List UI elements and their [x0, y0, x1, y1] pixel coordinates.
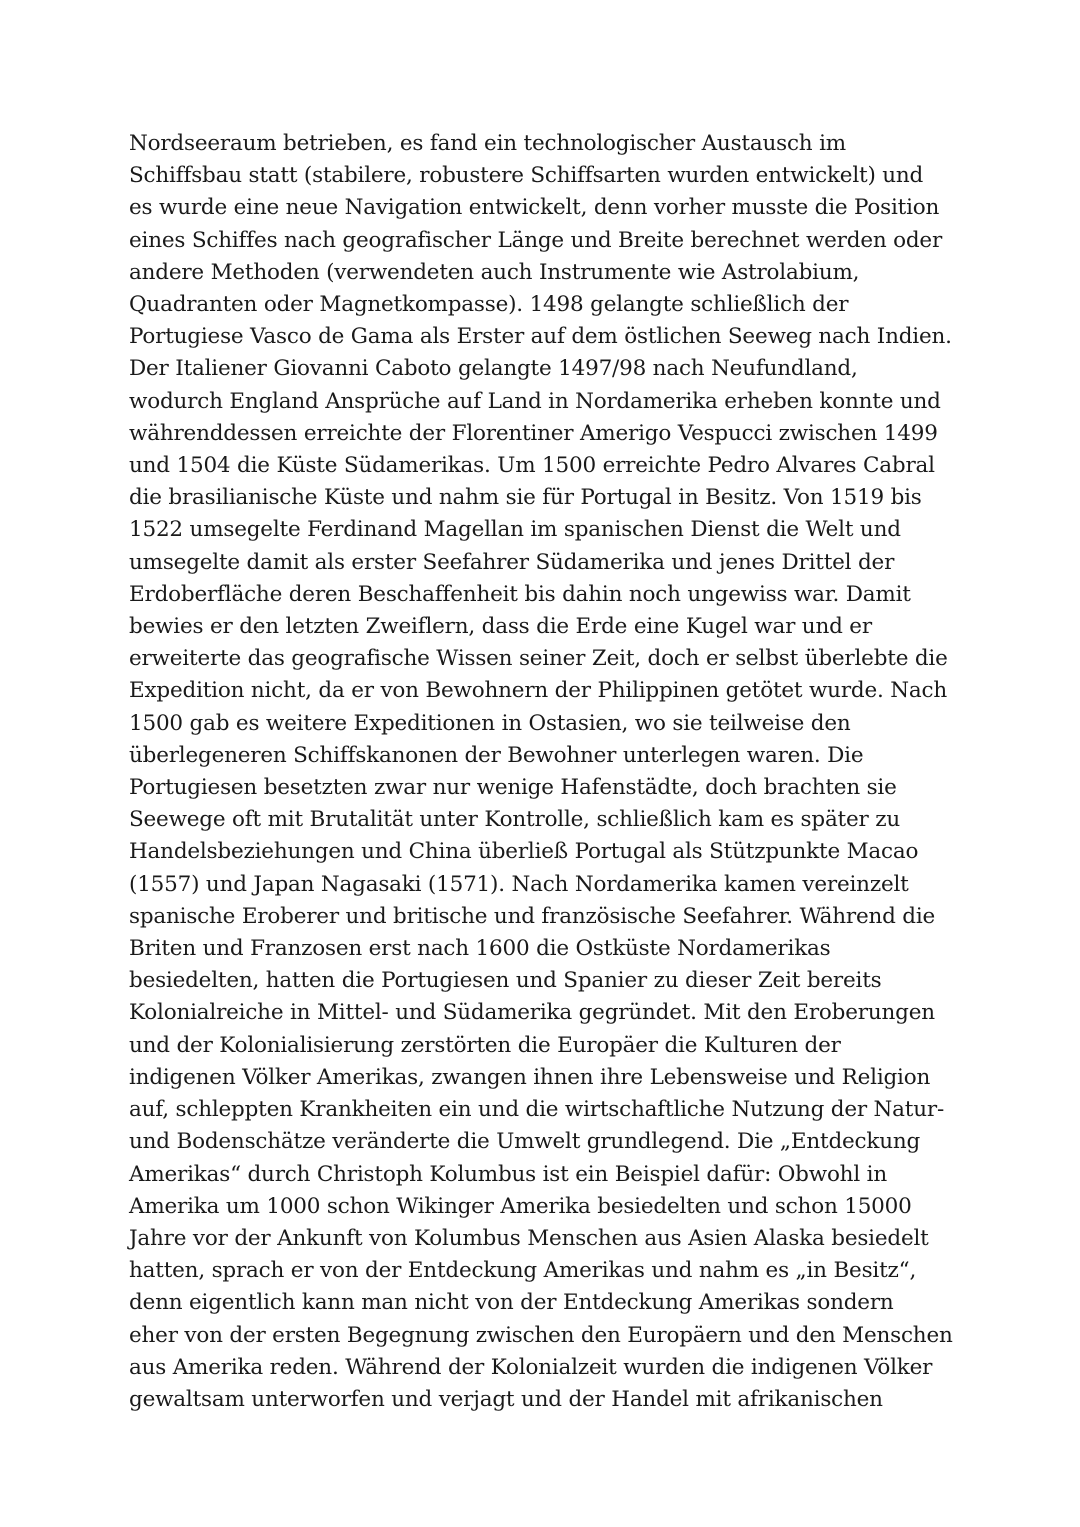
text-line: aus Amerika reden. Während der Kolonialzeit wurden die indigenen Völker — [129, 1354, 933, 1380]
text-line: Portugiesen besetzten zwar nur wenige Hafenstädte, doch brachten sie — [129, 775, 897, 801]
text-line: Amerikas“ durch Christoph Kolumbus ist ein Beispiel dafür: Obwohl in — [129, 1161, 887, 1187]
text-line: Expedition nicht, da er von Bewohnern der Philippinen getötet wurde. Nach — [129, 678, 947, 704]
text-line: Kolonialreiche in Mittel- und Südamerika gegründet. Mit den Eroberungen — [129, 1000, 935, 1026]
text-line: Handelsbeziehungen und China überließ Portugal als Stützpunkte Macao — [129, 839, 919, 865]
text-line: Jahre vor der Ankunft von Kolumbus Menschen aus Asien Alaska besiedelt — [129, 1225, 929, 1251]
text-line: Schiffsbau statt (stabilere, robustere Schiffsarten wurden entwickelt) und — [129, 163, 924, 189]
text-line: 1522 umsegelte Ferdinand Magellan im spanischen Dienst die Welt und — [129, 517, 901, 543]
text-line: 1500 gab es weitere Expeditionen in Ostasien, wo sie teilweise den — [129, 710, 851, 736]
text-line: Nordseeraum betrieben, es fand ein technologischer Austausch im — [129, 131, 846, 156]
text-line: es wurde eine neue Navigation entwickelt, denn vorher musste die Position — [129, 195, 940, 221]
text-line: (1557) und Japan Nagasaki (1571). Nach Nordamerika kamen vereinzelt — [129, 871, 909, 897]
text-line: Briten und Franzosen erst nach 1600 die Ostküste Nordamerikas — [129, 936, 831, 962]
text-line: hatten, sprach er von der Entdeckung Amerikas und nahm es „in Besitz“, — [129, 1258, 917, 1284]
text-line: überlegeneren Schiffskanonen der Bewohner unterlegen waren. Die — [129, 742, 864, 768]
text-line: denn eigentlich kann man nicht von der Entdeckung Amerikas sondern — [129, 1290, 894, 1316]
body-text — [129, 128, 989, 1416]
text-line: Quadranten oder Magnetkompasse). 1498 gelangte schließlich der — [129, 292, 849, 318]
text-line: umsegelte damit als erster Seefahrer Südamerika und jenes Drittel der — [129, 549, 895, 575]
text-line: und der Kolonialisierung zerstörten die Europäer die Kulturen der — [129, 1032, 841, 1058]
text-line: bewies er den letzten Zweiflern, dass die Erde eine Kugel war und er — [129, 614, 872, 640]
text-line: und Bodenschätze veränderte die Umwelt grundlegend. Die „Entdeckung — [129, 1129, 921, 1155]
text-line: Der Italiener Giovanni Caboto gelangte 1497/98 nach Neufundland, — [129, 356, 858, 382]
text-line: Erdoberfläche deren Beschaffenheit bis dahin noch ungewiss war. Damit — [129, 581, 911, 607]
text-line: auf, schleppten Krankheiten ein und die wirtschaftliche Nutzung der Natur- — [129, 1097, 945, 1123]
text-line: eines Schiffes nach geografischer Länge und Breite berechnet werden oder — [129, 227, 943, 253]
text-line: Seewege oft mit Brutalität unter Kontrolle, schließlich kam es später zu — [129, 807, 901, 833]
text-line: währenddessen erreichte der Florentiner Amerigo Vespucci zwischen 1499 — [129, 420, 938, 446]
text-line: und 1504 die Küste Südamerikas. Um 1500 erreichte Pedro Alvares Cabral — [129, 453, 935, 479]
text-line: Portugiese Vasco de Gama als Erster auf dem östlichen Seeweg nach Indien. — [129, 324, 952, 350]
text-line: Amerika um 1000 schon Wikinger Amerika besiedelten und schon 15000 — [129, 1193, 912, 1219]
text-line: indigenen Völker Amerikas, zwangen ihnen ihre Lebensweise und Religion — [129, 1064, 931, 1090]
text-line: wodurch England Ansprüche auf Land in Nordamerika erheben konnte und — [129, 388, 941, 414]
text-line: spanische Eroberer und britische und französische Seefahrer. Während die — [129, 903, 936, 929]
text-line: besiedelten, hatten die Portugiesen und Spanier zu dieser Zeit bereits — [129, 968, 882, 994]
text-line: die brasilianische Küste und nahm sie für Portugal in Besitz. Von 1519 bis — [129, 485, 922, 511]
text-line: gewaltsam unterworfen und verjagt und der Handel mit afrikanischen — [129, 1386, 883, 1412]
text-line: eher von der ersten Begegnung zwischen den Europäern und den Menschen — [129, 1322, 953, 1348]
text-line: erweiterte das geografische Wissen seiner Zeit, doch er selbst überlebte die — [129, 646, 948, 672]
text-line: andere Methoden (verwendeten auch Instrumente wie Astrolabium, — [129, 259, 860, 285]
